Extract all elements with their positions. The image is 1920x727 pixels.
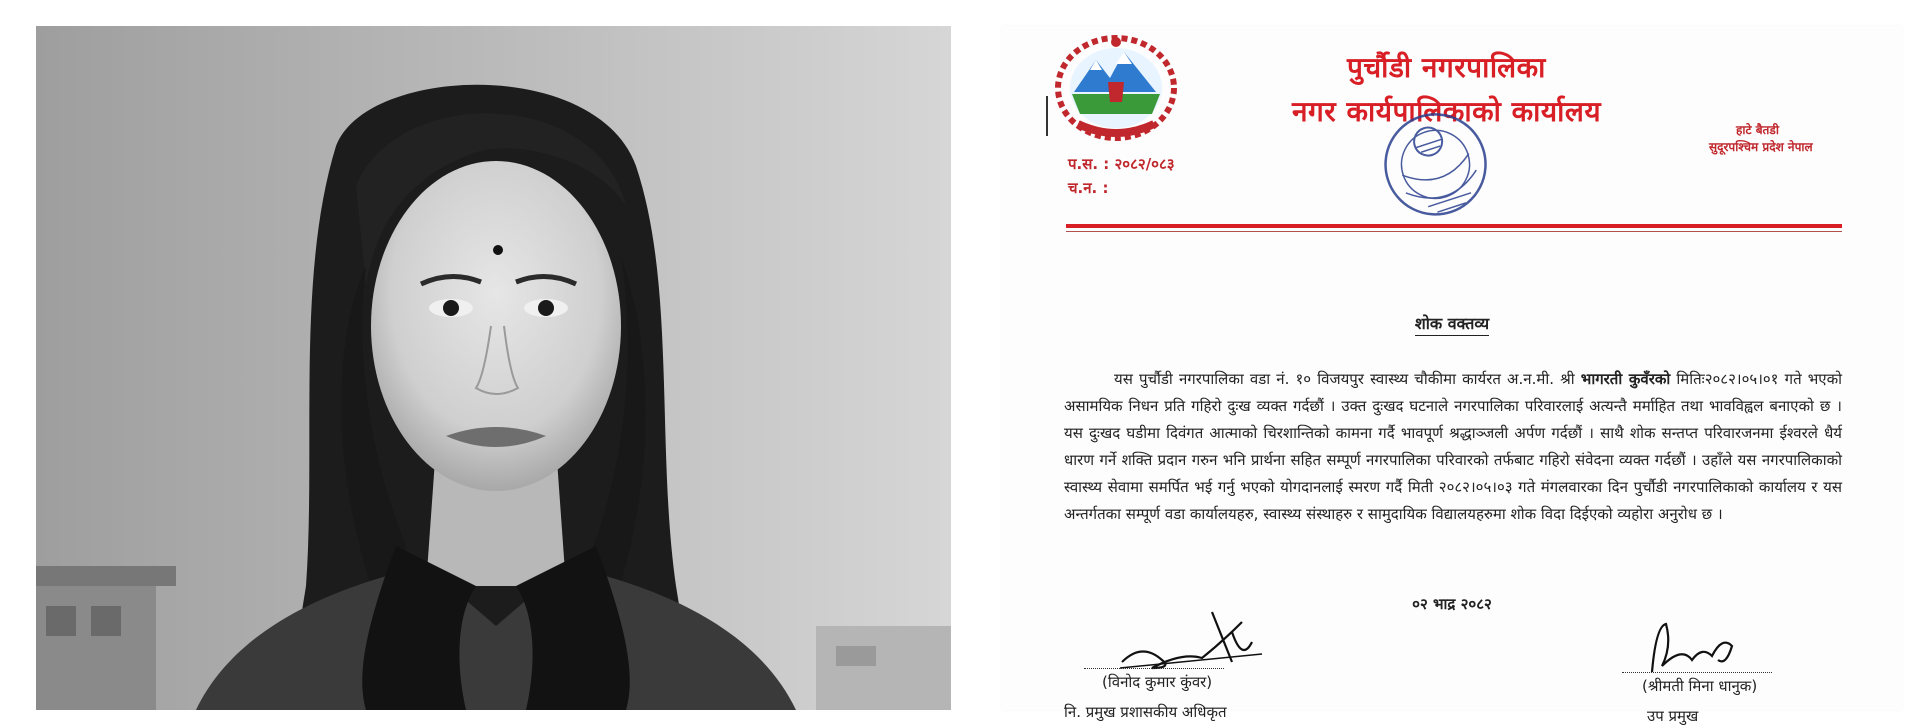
letter-body [1064,366,1842,528]
signature-left-icon [1112,602,1272,682]
body-text-rest: मितिः२०८२।०५।०१ गते भएको असामयिक निधन प्रति गहिरो दुःख व्यक्त गर्दछौं । उक्त दुःखद घटनाले नगरपालिका परिवारलाई अत्यन्तै मर्माहित तथा भावविह्वल बनाएको छ । यस दुःखद घडीमा दिवंगत आत्माको चिरशान्तिको कामना गर्दै भावपूर्ण श्रद्धाञ्जली अर्पण गर्दछौं । साथै शोक सन्तप्त परिवारजनमा ईश्वरले धैर्य धारण गर्ने शक्ति प्रदान गरुन भनि प्रार्थना सहित सम्पूर्ण नगरपालिका परिवारको तर्फबाट गहिरो संवेदना व्यक्त गर्दछौं । उहाँले यस नगरपालिकाको स्वास्थ्य सेवामा समर्पित भई गर्नु भएको योगदानलाई स्मरण गर्दै मिती २०८२।०५।०३ गते मंगलवारका दिन पुर्चौडी नगरपालिकाको कार्यालय र यस अन्तर्गतका सम्पूर्ण वडा कार्यालयहरु, स्वास्थ्य संस्थाहरु र सामुदायिक विद्यालयहरुमा शोक विदा दिईएको व्यहोरा अनुरोध छ । [1064,370,1843,523]
letter-heading [1002,312,1902,334]
condolence-letter [1002,26,1902,725]
office-name: पुर्चौडी नगरपालिका [1347,51,1546,84]
deceased-name: भागरती कुवँरको [1580,370,1671,388]
letterhead-rule-thin [1066,231,1842,232]
signatory-left-title: नि. प्रमुख प्रशासकीय अधिकृत [1064,703,1227,721]
signature-right-icon [1622,616,1772,678]
portrait-illustration [36,26,951,710]
signatory-left-name: (विनोद कुमार कुंवर) [1102,673,1213,691]
office-subtitle: नगर कार्यपालिकाको कार्यालय [1292,95,1602,128]
signatory-right-name: (श्रीमती मिना धानुक) [1642,677,1758,695]
body-text-start: यस पुर्चौडी नगरपालिका वडा नं. १० विजयपुर स्वास्थ्य चौकीमा कार्यरत अ.न.मी. श्री [1114,370,1581,388]
margin-mark [1046,96,1048,136]
nepal-emblem-icon [1052,32,1180,144]
reference-number: प.स. : २०८२/०८३ [1068,155,1175,173]
dispatch-number: च.न. : [1068,179,1109,197]
portrait-photo [36,26,951,710]
signature-line-left [1084,668,1224,669]
official-seal-stamp-icon [1373,102,1503,242]
letterhead-rule [1066,224,1842,228]
letter-heading-text: शोक वक्तव्य [1415,314,1489,336]
signatory-right-title: उप प्रमुख [1647,707,1699,725]
address-line-1: हाटे बैतडी [1736,123,1779,137]
address-line-2: सुदूरपश्चिम प्रदेश नेपाल [1709,140,1813,154]
letter-date: ०२ भाद्र २०८२ [1412,595,1492,613]
signature-line-right [1622,672,1772,673]
